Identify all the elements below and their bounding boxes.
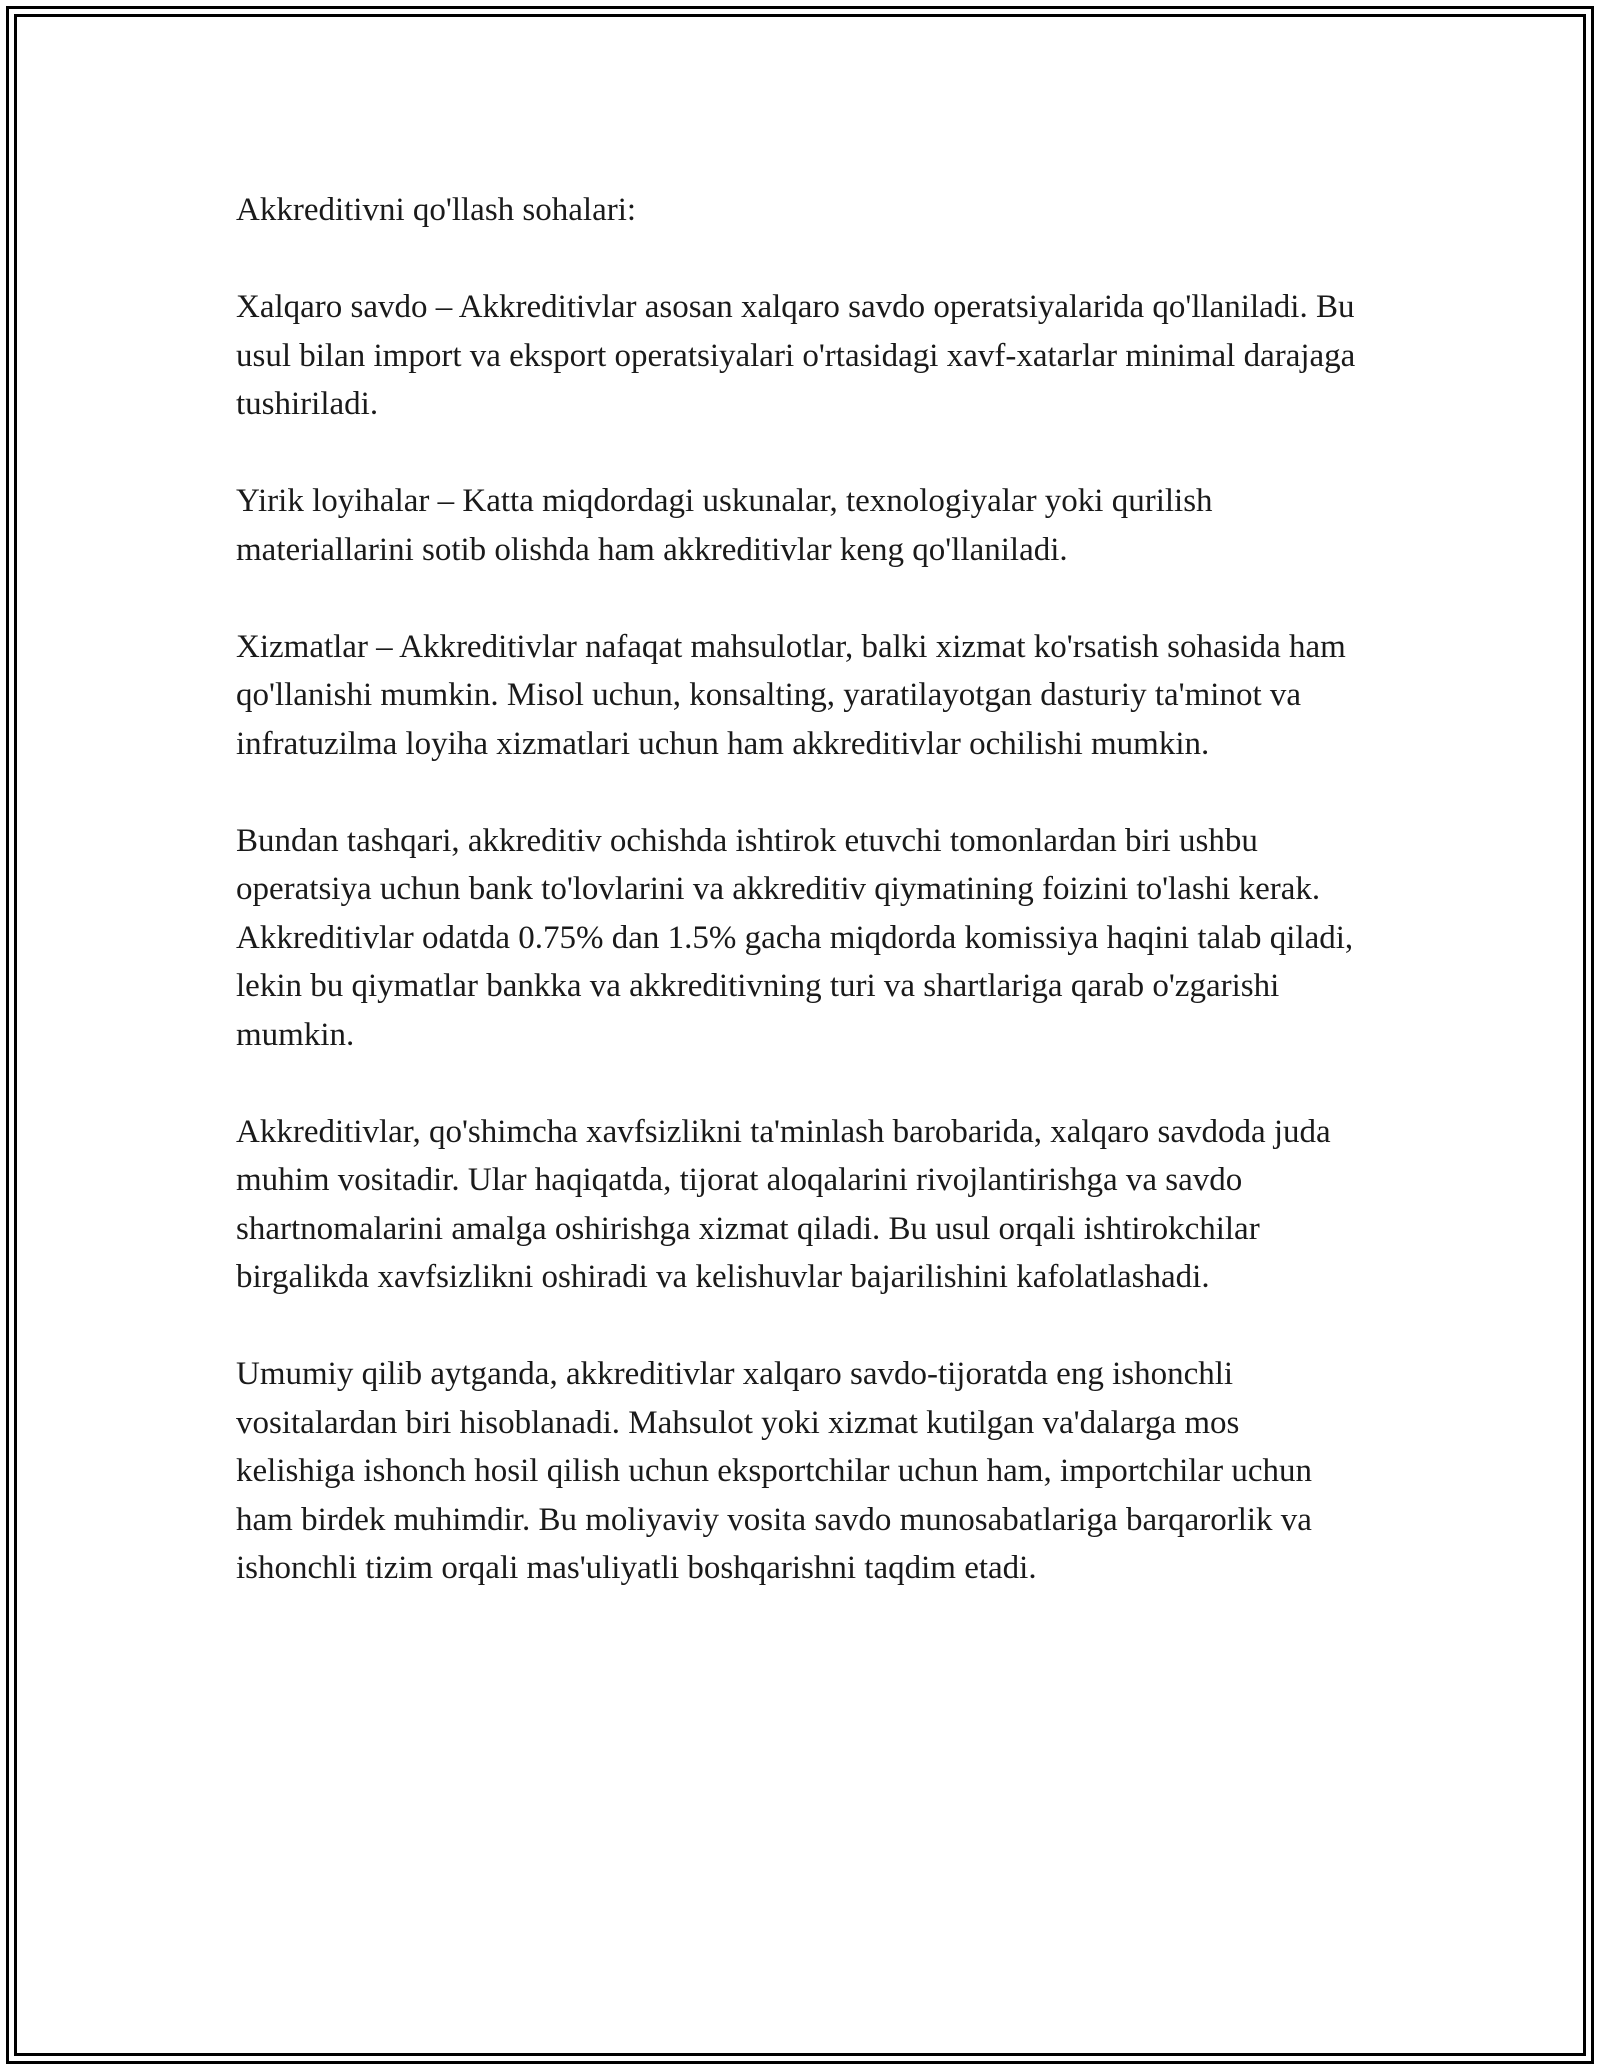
paragraph-xulosa: Umumiy qilib aytganda, akkreditivlar xalqaro savdo-tijoratda eng ishonchli vositalardan biri hisoblanadi. Mahsulot yoki xizmat kutilgan va'dalarga mos kelishiga ishonch hosil qilish uchun eksportchilar uchun ham, importchilar uchun ham birdek muhimdir. Bu moliyaviy vosita savdo munosabatlariga barqarorlik va ishonchli tizim orqali mas'uliyatli boshqarishni taqdim etadi. bbox=[236, 1356, 1312, 1586]
document-heading: Akkreditivni qo'llash sohalari: bbox=[236, 192, 637, 228]
document-body bbox=[236, 186, 1364, 1593]
paragraph-xalqaro-savdo: Xalqaro savdo – Akkreditivlar asosan xalqaro savdo operatsiyalarida qo'llaniladi. Bu usul bilan import va eksport operatsiyalari o'rtasidagi xavf-xatarlar minimal darajaga tushiriladi. bbox=[236, 289, 1356, 422]
paragraph-xizmatlar: Xizmatlar – Akkreditivlar nafaqat mahsulotlar, balki xizmat ko'rsatish sohasida ham qo'llanishi mumkin. Misol uchun, konsalting, yaratilayotgan dasturiy ta'minot va infratuzilma loyiha xizmatlari uchun ham akkreditivlar ochilishi mumkin. bbox=[236, 628, 1346, 762]
paragraph-yirik-loyihalar: Yirik loyihalar – Katta miqdordagi uskunalar, texnologiyalar yoki qurilish materiallarini sotib olishda ham akkreditivlar keng qo'llaniladi. bbox=[236, 483, 1213, 568]
paragraph-xavfsizlik: Akkreditivlar, qo'shimcha xavfsizlikni ta'minlash barobarida, xalqaro savdoda juda muhim vositadir. Ular haqiqatda, tijorat aloqalarini rivojlantirishga va savdo shartnomalarini amalga oshirishga xizmat qiladi. Bu usul orqali ishtirokchilar birgalikda xavfsizlikni oshiradi va kelishuvlar bajarilishini kafolatlashadi. bbox=[236, 1113, 1331, 1295]
paragraph-bank-tolovlari: Bundan tashqari, akkreditiv ochishda ishtirok etuvchi tomonlardan biri ushbu operatsiya uchun bank to'lovlarini va akkreditiv qiymatining foizini to'lashi kerak. Akkreditivlar odatda 0.75% dan 1.5% gacha miqdorda komissiya haqini talab qiladi, lekin bu qiymatlar bankka va akkreditivning turi va shartlariga qarab o'zgarishi mumkin. bbox=[236, 822, 1354, 1053]
